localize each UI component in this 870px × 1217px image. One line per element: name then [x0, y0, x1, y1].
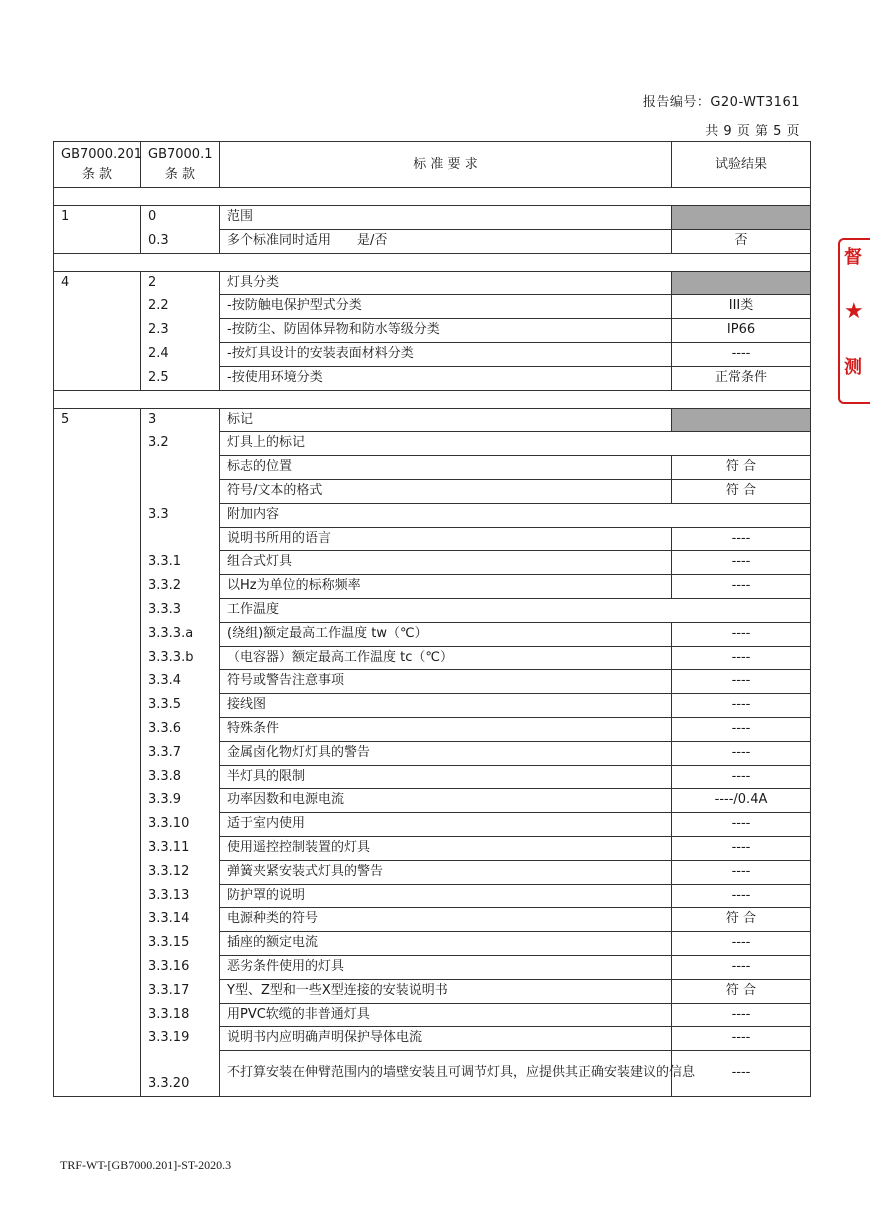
- requirement-text: 附加内容: [220, 503, 811, 527]
- result-cell: ----: [672, 1051, 811, 1097]
- clause-gb7000-1: [141, 527, 220, 551]
- clause-gb7000-201: [54, 694, 141, 718]
- table-row: [54, 1051, 811, 1097]
- table-row: [54, 295, 811, 319]
- result-cell: 符 合: [672, 479, 811, 503]
- table-row: [54, 979, 811, 1003]
- table-row: [54, 432, 811, 456]
- clause-gb7000-201: [54, 527, 141, 551]
- table-row: [54, 622, 811, 646]
- requirement-text: 工作温度: [220, 598, 811, 622]
- clause-gb7000-1: 3.3: [141, 503, 220, 527]
- result-cell: ----: [672, 1027, 811, 1051]
- clause-gb7000-1: 3: [141, 408, 220, 432]
- clause-gb7000-201: [54, 789, 141, 813]
- requirement-text: 半灯具的限制: [220, 765, 672, 789]
- table-row: [54, 527, 811, 551]
- clause-gb7000-1: 0: [141, 206, 220, 230]
- requirement-text: 标志的位置: [220, 456, 672, 480]
- clause-gb7000-201: [54, 551, 141, 575]
- clause-gb7000-201: [54, 1051, 141, 1097]
- clause-gb7000-1: 3.3.3.b: [141, 646, 220, 670]
- table-row: [54, 408, 811, 432]
- clause-gb7000-1: 3.3.11: [141, 836, 220, 860]
- result-cell: ----: [672, 670, 811, 694]
- clause-gb7000-1: 3.3.3: [141, 598, 220, 622]
- requirement-text: 符号/文本的格式: [220, 479, 672, 503]
- clause-gb7000-201: [54, 932, 141, 956]
- table-row: [54, 575, 811, 599]
- table-row: [54, 366, 811, 390]
- requirement-text: 灯具上的标记: [220, 432, 811, 456]
- result-cell: ----: [672, 342, 811, 366]
- result-cell: ----: [672, 813, 811, 837]
- result-cell: III类: [672, 295, 811, 319]
- spacer-row: [54, 253, 811, 271]
- clause-gb7000-1: 3.3.20: [141, 1051, 220, 1097]
- requirement-text: 防护罩的说明: [220, 884, 672, 908]
- result-cell: 正常条件: [672, 366, 811, 390]
- clause-gb7000-201: [54, 319, 141, 343]
- table-row: [54, 551, 811, 575]
- requirement-text: -按防尘、防固体异物和防水等级分类: [220, 319, 672, 343]
- table-row: [54, 503, 811, 527]
- table-row: [54, 319, 811, 343]
- col-header-gb7000-1: GB7000.1 条 款: [141, 142, 220, 188]
- form-code-footer: TRF-WT-[GB7000.201]-ST-2020.3: [60, 1158, 232, 1172]
- clause-gb7000-201: [54, 741, 141, 765]
- requirement-text: 说明书内应明确声明保护导体电流: [220, 1027, 672, 1051]
- result-cell: ----: [672, 527, 811, 551]
- requirement-text: 不打算安装在伸臂范围内的墙壁安装且可调节灯具，应提供其正确安装建议的信息: [220, 1051, 672, 1097]
- clause-gb7000-1: [141, 456, 220, 480]
- table-row: [54, 206, 811, 230]
- clause-gb7000-201: 1: [54, 206, 141, 230]
- spacer-cell: [54, 188, 811, 206]
- result-cell: ----: [672, 836, 811, 860]
- requirement-text: 电源种类的符号: [220, 908, 672, 932]
- clause-gb7000-201: [54, 479, 141, 503]
- requirement-text: 插座的额定电流: [220, 932, 672, 956]
- result-cell: IP66: [672, 319, 811, 343]
- page-info: 共 9 页 第 5 页: [705, 124, 800, 139]
- clause-gb7000-201: 4: [54, 271, 141, 295]
- result-cell: [672, 206, 811, 230]
- requirement-text: 范围: [220, 206, 672, 230]
- clause-gb7000-1: 3.3.4: [141, 670, 220, 694]
- table-row: [54, 741, 811, 765]
- clause-gb7000-1: 3.3.2: [141, 575, 220, 599]
- table-row: [54, 860, 811, 884]
- stamp-char: 督: [844, 247, 862, 268]
- table-row: [54, 598, 811, 622]
- table-row: [54, 271, 811, 295]
- requirement-text: 适于室内使用: [220, 813, 672, 837]
- clause-gb7000-201: [54, 860, 141, 884]
- clause-gb7000-1: 2.4: [141, 342, 220, 366]
- requirement-text: 特殊条件: [220, 717, 672, 741]
- requirement-text: 弹簧夹紧安装式灯具的警告: [220, 860, 672, 884]
- table-header-row: [54, 142, 811, 188]
- table-row: [54, 813, 811, 837]
- result-cell: ----: [672, 575, 811, 599]
- clause-gb7000-201: [54, 908, 141, 932]
- clause-gb7000-201: [54, 622, 141, 646]
- table-row: [54, 836, 811, 860]
- requirement-text: 用PVC软缆的非普通灯具: [220, 1003, 672, 1027]
- stamp-char: 测: [844, 357, 862, 378]
- clause-gb7000-1: 3.3.5: [141, 694, 220, 718]
- clause-gb7000-1: 3.3.15: [141, 932, 220, 956]
- report-number: 报告编号：G20-WT3161: [642, 95, 800, 110]
- result-cell: ----: [672, 765, 811, 789]
- col-header-requirement: 标 准 要 求: [220, 142, 672, 188]
- requirement-text: 灯具分类: [220, 271, 672, 295]
- clause-gb7000-1: 3.2: [141, 432, 220, 456]
- clause-gb7000-1: 3.3.10: [141, 813, 220, 837]
- clause-gb7000-201: [54, 598, 141, 622]
- result-cell: [672, 408, 811, 432]
- clause-gb7000-1: 3.3.8: [141, 765, 220, 789]
- table-row: [54, 1027, 811, 1051]
- result-cell: ----: [672, 884, 811, 908]
- table-row: [54, 479, 811, 503]
- clause-gb7000-201: [54, 432, 141, 456]
- requirement-text: 功率因数和电源电流: [220, 789, 672, 813]
- clause-gb7000-201: [54, 342, 141, 366]
- star-icon: ★: [844, 299, 864, 324]
- requirement-text: 恶劣条件使用的灯具: [220, 955, 672, 979]
- table-row: [54, 229, 811, 253]
- clause-gb7000-1: 3.3.14: [141, 908, 220, 932]
- clause-gb7000-201: [54, 955, 141, 979]
- table-row: [54, 456, 811, 480]
- clause-gb7000-1: 3.3.17: [141, 979, 220, 1003]
- clause-gb7000-201: [54, 836, 141, 860]
- clause-gb7000-201: [54, 670, 141, 694]
- clause-gb7000-201: [54, 717, 141, 741]
- clause-gb7000-1: 0.3: [141, 229, 220, 253]
- clause-gb7000-201: [54, 229, 141, 253]
- clause-gb7000-201: 5: [54, 408, 141, 432]
- requirement-text: (绕组)额定最高工作温度 tw（℃）: [220, 622, 672, 646]
- requirement-text: 组合式灯具: [220, 551, 672, 575]
- requirement-text: -按使用环境分类: [220, 366, 672, 390]
- col-header-result: 试验结果: [672, 142, 811, 188]
- requirement-text: 金属卤化物灯灯具的警告: [220, 741, 672, 765]
- clause-gb7000-1: 3.3.19: [141, 1027, 220, 1051]
- requirement-text: 多个标准同时适用 是/否: [220, 229, 672, 253]
- result-cell: ----: [672, 860, 811, 884]
- table-row: [54, 765, 811, 789]
- clause-gb7000-1: 3.3.18: [141, 1003, 220, 1027]
- result-cell: 否: [672, 229, 811, 253]
- red-seal-stamp: [838, 238, 870, 404]
- col-header-gb7000-201: GB7000.201 条 款: [54, 142, 141, 188]
- clause-gb7000-1: 3.3.6: [141, 717, 220, 741]
- spacer-row: [54, 390, 811, 408]
- requirement-text: -按灯具设计的安装表面材料分类: [220, 342, 672, 366]
- spec-table: [53, 141, 811, 1097]
- requirement-text: 说明书所用的语言: [220, 527, 672, 551]
- table-row: [54, 955, 811, 979]
- table-row: [54, 1003, 811, 1027]
- clause-gb7000-201: [54, 646, 141, 670]
- clause-gb7000-1: 2: [141, 271, 220, 295]
- result-cell: ----: [672, 741, 811, 765]
- clause-gb7000-1: 2.2: [141, 295, 220, 319]
- clause-gb7000-201: [54, 979, 141, 1003]
- clause-gb7000-1: 3.3.3.a: [141, 622, 220, 646]
- clause-gb7000-201: [54, 295, 141, 319]
- clause-gb7000-1: 3.3.9: [141, 789, 220, 813]
- clause-gb7000-201: [54, 1027, 141, 1051]
- requirement-text: 使用遥控控制装置的灯具: [220, 836, 672, 860]
- table-row: [54, 694, 811, 718]
- result-cell: ----/0.4A: [672, 789, 811, 813]
- clause-gb7000-201: [54, 503, 141, 527]
- result-cell: ----: [672, 717, 811, 741]
- clause-gb7000-1: 3.3.1: [141, 551, 220, 575]
- requirement-text: Y型、Z型和一些X型连接的安装说明书: [220, 979, 672, 1003]
- result-cell: [672, 271, 811, 295]
- result-cell: ----: [672, 932, 811, 956]
- result-cell: 符 合: [672, 908, 811, 932]
- clause-gb7000-1: 3.3.16: [141, 955, 220, 979]
- result-cell: ----: [672, 646, 811, 670]
- result-cell: ----: [672, 1003, 811, 1027]
- clause-gb7000-1: 2.3: [141, 319, 220, 343]
- table-row: [54, 789, 811, 813]
- table-row: [54, 717, 811, 741]
- table-row: [54, 670, 811, 694]
- result-cell: ----: [672, 622, 811, 646]
- spacer-cell: [54, 253, 811, 271]
- clause-gb7000-1: [141, 479, 220, 503]
- clause-gb7000-201: [54, 575, 141, 599]
- spacer-cell: [54, 390, 811, 408]
- table-row: [54, 932, 811, 956]
- table-row: [54, 884, 811, 908]
- clause-gb7000-201: [54, 813, 141, 837]
- clause-gb7000-201: [54, 765, 141, 789]
- result-cell: 符 合: [672, 456, 811, 480]
- clause-gb7000-1: 2.5: [141, 366, 220, 390]
- result-cell: ----: [672, 551, 811, 575]
- requirement-text: -按防触电保护型式分类: [220, 295, 672, 319]
- requirement-text: 符号或警告注意事项: [220, 670, 672, 694]
- clause-gb7000-201: [54, 884, 141, 908]
- clause-gb7000-1: 3.3.7: [141, 741, 220, 765]
- result-cell: 符 合: [672, 979, 811, 1003]
- requirement-text: 以Hz为单位的标称频率: [220, 575, 672, 599]
- spacer-row: [54, 188, 811, 206]
- requirement-text: 接线图: [220, 694, 672, 718]
- requirement-text: （电容器）额定最高工作温度 tc（℃）: [220, 646, 672, 670]
- table-row: [54, 342, 811, 366]
- requirement-text: 标记: [220, 408, 672, 432]
- clause-gb7000-201: [54, 366, 141, 390]
- clause-gb7000-1: 3.3.12: [141, 860, 220, 884]
- clause-gb7000-1: 3.3.13: [141, 884, 220, 908]
- clause-gb7000-201: [54, 456, 141, 480]
- spec-table-body: [54, 142, 811, 1097]
- table-row: [54, 646, 811, 670]
- table-row: [54, 908, 811, 932]
- clause-gb7000-201: [54, 1003, 141, 1027]
- result-cell: ----: [672, 694, 811, 718]
- result-cell: ----: [672, 955, 811, 979]
